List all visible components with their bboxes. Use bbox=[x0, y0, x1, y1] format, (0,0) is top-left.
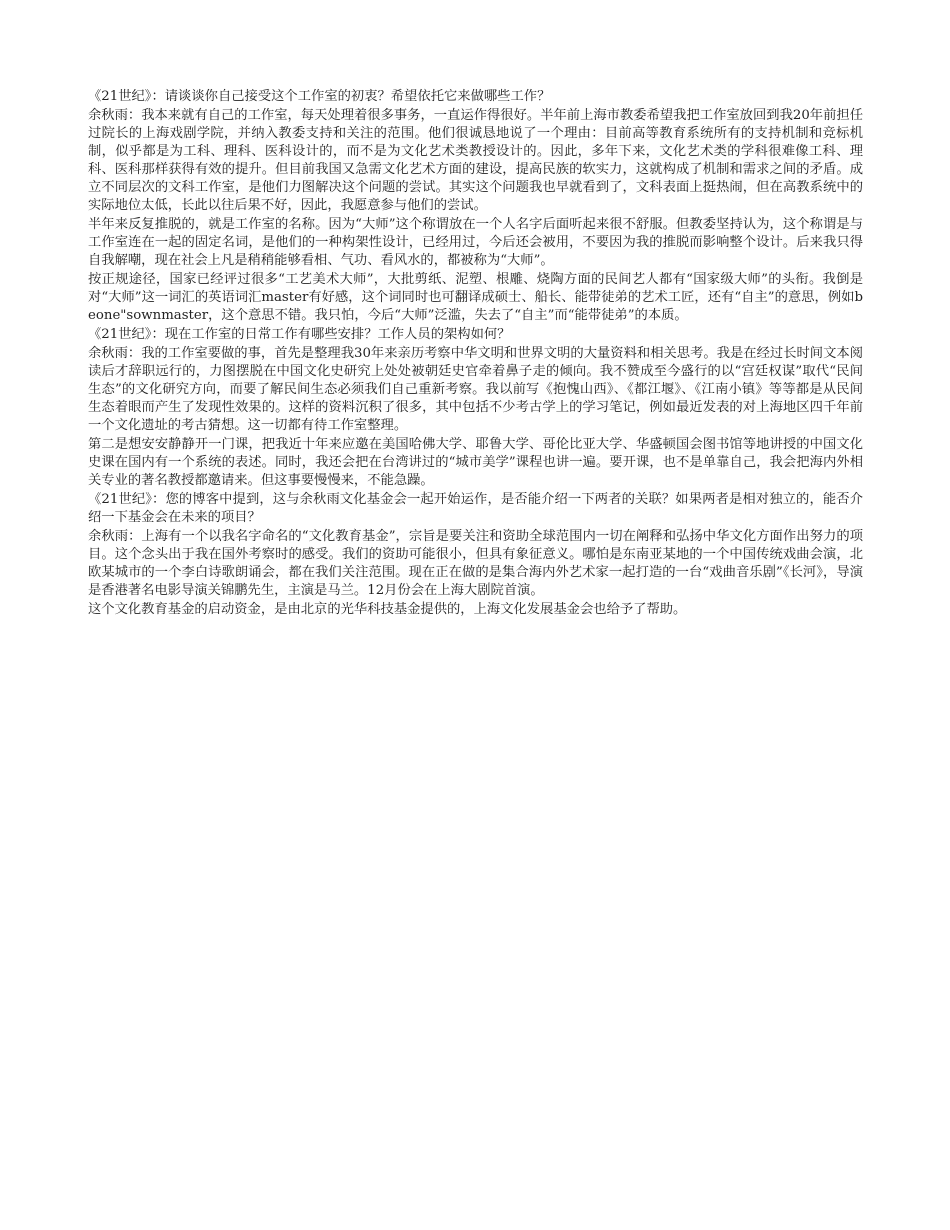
answer-paragraph: 余秋雨：我本来就有自己的工作室，每天处理着很多事务，一直运作得很好。半年前上海市教委希望我把工作室放回到我20年前担任过院长的上海戏剧学院，并纳入教委支持和关注的范围。他们很诚恳地说了一个理由：目前高等教育系统所有的支持机制和竞标机制，似乎都是为工科、理科、医科设计的，而不是为文化艺术类教授设计的。因此，多年下来，文化艺术类的学科很难像工科、理科、医科那样获得有效的提升。但目前我国又急需文化艺术方面的建设，提高民族的软实力，这就构成了机制和需求之间的矛盾。成立不同层次的文科工作室，是他们力图解决这个问题的尝试。其实这个问题我也早就看到了，文科表面上挺热闹，但在高教系统中的实际地位太低，长此以往后果不好，因此，我愿意参与他们的尝试。 bbox=[88, 108, 863, 213]
article-body bbox=[88, 88, 863, 620]
answer-paragraph: 半年来反复推脱的，就是工作室的名称。因为“大师”这个称谓放在一个人名字后面听起来很不舒服。但教委坚持认为，这个称谓是与工作室连在一起的固定名词，是他们的一种构架性设计，已经用过，今后还会被用，不要因为我的推脱而影响整个设计。后来我只得自我解嘲，现在社会上凡是稍稍能够看相、气功、看风水的，都被称为“大师”。 bbox=[88, 217, 863, 268]
answer-paragraph: 按正规途径，国家已经评过很多“工艺美术大师”，大批剪纸、泥塑、根雕、烧陶方面的民间艺人都有“国家级大师”的头衔。我倒是对“大师”这一词汇的英语词汇master有好感，这个词同时也可翻译成硕士、船长、能带徒弟的艺术工匠，还有“自主”的意思，例如beone"sownmaster，这个意思不错。我只怕，今后“大师”泛滥，失去了“自主”而“能带徒弟”的本质。 bbox=[88, 272, 863, 323]
question-paragraph: 《21世纪》：您的博客中提到，这与余秋雨文化基金会一起开始运作，是否能介绍一下两者的关联？如果两者是相对独立的，能否介绍一下基金会在未来的项目？ bbox=[88, 492, 863, 525]
question-paragraph: 《21世纪》：请谈谈你自己接受这个工作室的初衷？希望依托它来做哪些工作？ bbox=[88, 89, 551, 104]
answer-paragraph: 余秋雨：上海有一个以我名字命名的“文化教育基金”，宗旨是要关注和资助全球范围内一切在阐释和弘扬中华文化方面作出努力的项目。这个念头出于我在国外考察时的感受。我们的资助可能很小，但具有象征意义。哪怕是东南亚某地的一个中国传统戏曲会演，北欧某城市的一个李白诗歌朗诵会，都在我们关注范围。现在正在做的是集合海内外艺术家一起打造的一台“戏曲音乐剧”《长河》，导演是香港著名电影导演关锦鹏先生，主演是马兰。12月份会在上海大剧院首演。 bbox=[88, 529, 863, 598]
answer-paragraph: 余秋雨：我的工作室要做的事，首先是整理我30年来亲历考察中华文明和世界文明的大量资料和相关思考。我是在经过长时间文本阅读后才辞职远行的，力图摆脱在中国文化史研究上处处被朝廷史官牵着鼻子走的倾向。我不赞成至今盛行的以“宫廷权谋”取代“民间生态”的文化研究方向，而要了解民间生态必须我们自己重新考察。我以前写《抱愧山西》、《都江堰》、《江南小镇》等等都是从民间生态着眼而产生了发现性效果的。这样的资料沉积了很多，其中包括不少考古学上的学习笔记，例如最近发表的对上海地区四千年前一个文化遗址的考古猜想。这一切都有待工作室整理。 bbox=[88, 346, 863, 433]
question-paragraph: 《21世纪》：现在工作室的日常工作有哪些安排？工作人员的架构如何？ bbox=[88, 327, 511, 342]
answer-paragraph: 这个文化教育基金的启动资金，是由北京的光华科技基金提供的，上海文化发展基金会也给予了帮助。 bbox=[88, 602, 687, 617]
answer-paragraph: 第二是想安安静静开一门课，把我近十年来应邀在美国哈佛大学、耶鲁大学、哥伦比亚大学、华盛顿国会图书馆等地讲授的中国文化史课在国内有一个系统的表述。同时，我还会把在台湾讲过的“城市美学”课程也讲一遍。要开课，也不是单靠自己，我会把海内外相关专业的著名教授都邀请来。但这事要慢慢来，不能急躁。 bbox=[88, 437, 863, 488]
